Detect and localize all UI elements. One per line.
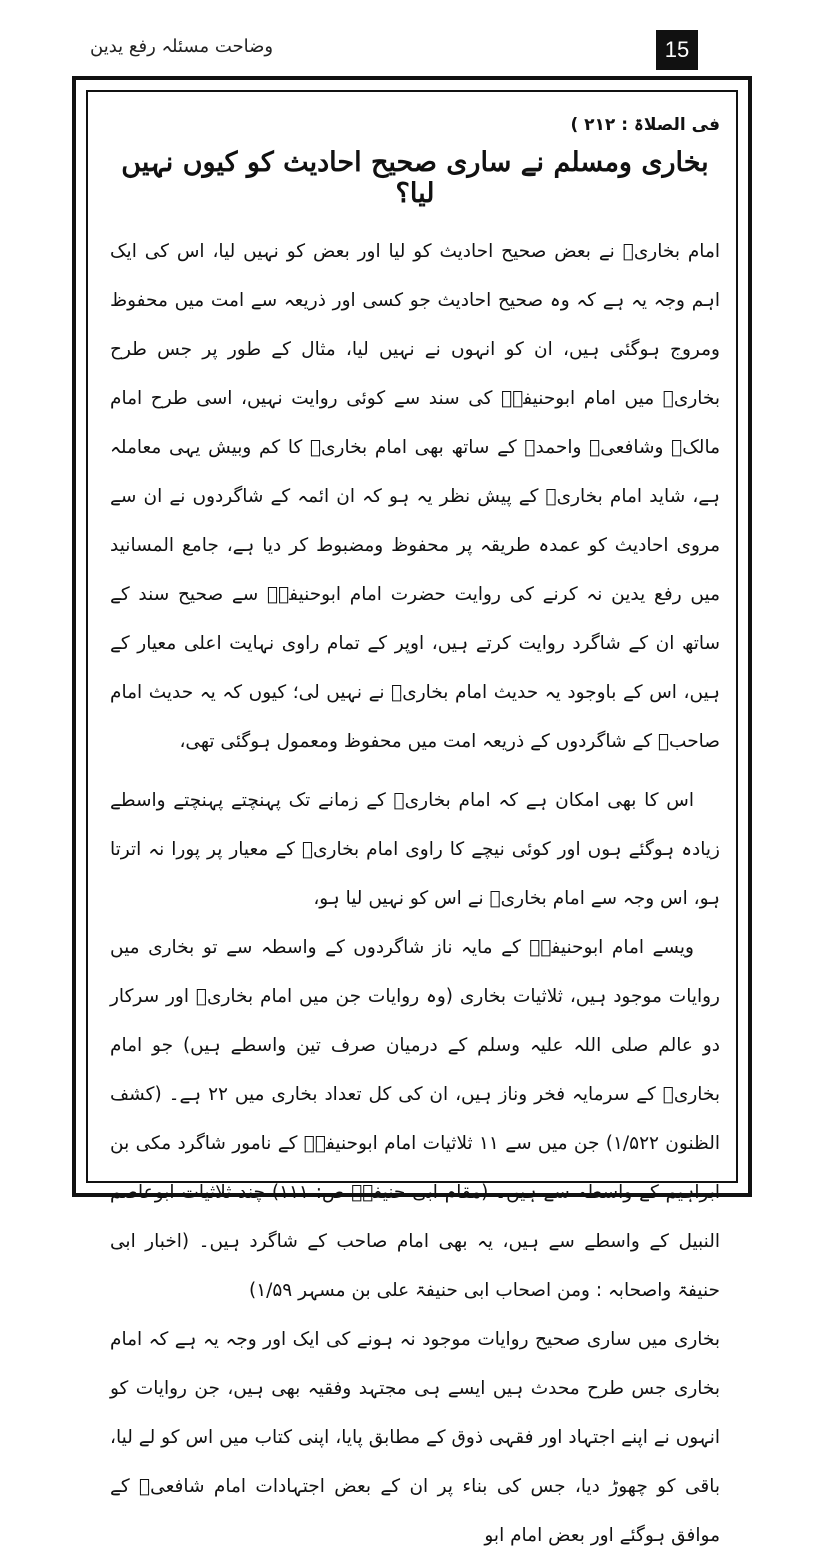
paragraph-1: امام بخاریؒ نے بعض صحیح احادیث کو لیا اور بعض کو نہیں لیا، اس کی ایک اہم وجہ یہ ہے کہ وہ صحیح احادیث جو کسی اور ذریعہ سے امت میں محفوظ ومروج ہوگئی ہیں، ان کو انہوں نے نہیں لیا، مثال کے طور پر جس طرح بخاریؒ میں امام ابوحنیفہؒ کی سند سے کوئی روایت نہیں، اسی طرح امام مالکؒ وشافعیؒ واحمدؒ کے ساتھ بھی امام بخاریؒ کا کم وبیش یہی معاملہ ہے، شاید امام بخاریؒ کے پیش نظر یہ ہو کہ ان ائمہ کے شاگردوں نے ان سے مروی احادیث کو عمدہ طریقہ پر محفوظ ومضبوط کر دیا ہے، جامع المسانید میں رفع یدین نہ کرنے کی روایت حضرت امام ابوحنیفہؒ سے صحیح سند کے ساتھ ان کے شاگرد روایت کرتے ہیں، اوپر کے تمام راوی نہایت اعلی معیار کے ہیں، اس کے باوجود یہ حدیث امام بخاریؒ نے نہیں لی؛ کیوں کہ یہ حدیث امام صاحبؒ کے شاگردوں کے ذریعہ امت میں محفوظ ومعمول ہوگئی تھی، (110, 241, 720, 752)
page-frame (72, 76, 752, 1546)
running-title: وضاحت مسئلہ رفع یدین (90, 36, 274, 57)
page-number: 15 (656, 30, 698, 70)
section-heading: بخاری ومسلم نے ساری صحیح احادیث کو کیوں نہیں لیا؟ (121, 147, 709, 209)
paragraph-2: اس کا بھی امکان ہے کہ امام بخاریؒ کے زمانے تک پہنچتے پہنچتے واسطے زیادہ ہوگئے ہوں اور کوئی نیچے کا راوی امام بخاریؒ کے معیار پر پورا نہ اترتا ہو، اس وجہ سے امام بخاریؒ نے اس کو نہیں لیا ہو، (110, 790, 720, 909)
paragraph-4: بخاری میں ساری صحیح روایات موجود نہ ہونے کی ایک اور وجہ یہ ہے کہ امام بخاری جس طرح محدث ہیں ایسے ہی مجتہد وفقیہ بھی ہیں، جن روایات کو انہوں نے اپنے اجتہاد اور فقہی ذوق کے مطابق پایا، اپنی کتاب میں اس کو لے لیا، باقی کو چھوڑ دیا، جس کی بناء پر ان کے بعض اجتہادات امام شافعیؒ کے موافق ہوگئے اور بعض امام ابو (110, 1329, 720, 1546)
reference-line: فی الصلاۃ : ۲۱۲ ) (570, 115, 720, 135)
page-frame-inner (86, 90, 738, 1546)
page-content (110, 110, 720, 1546)
paragraph-3: ویسے امام ابوحنیفہؒ کے مایہ ناز شاگردوں کے واسطہ سے تو بخاری میں روایات موجود ہیں، ثلاثیات بخاری (وہ روایات جن میں امام بخاریؒ اور سرکار دو عالم صلی اللہ علیہ وسلم کے درمیان صرف تین واسطے ہیں) جو امام بخاریؒ کے سرمایہ فخر وناز ہیں، ان کی کل تعداد بخاری میں ۲۲ ہے۔ (کشف الظنون ۱/۵۲۲) جن میں سے ۱۱ ثلاثیات امام ابوحنیفہؒ کے نامور شاگرد مکی بن ابراہیم کے واسطہ سے ہیں۔ (مقام ابی حنیفہؒ ص: ۱۱۱) چند ثلاثیات ابوعاصم النبیل کے واسطے سے ہیں، یہ بھی امام صاحب کے شاگرد ہیں۔ (اخبار ابی حنیفۃ واصحابہ : ومن اصحاب ابی حنیفۃ علی بن مسہر ۱/۵۹) (110, 937, 720, 1301)
page-header (0, 0, 825, 80)
